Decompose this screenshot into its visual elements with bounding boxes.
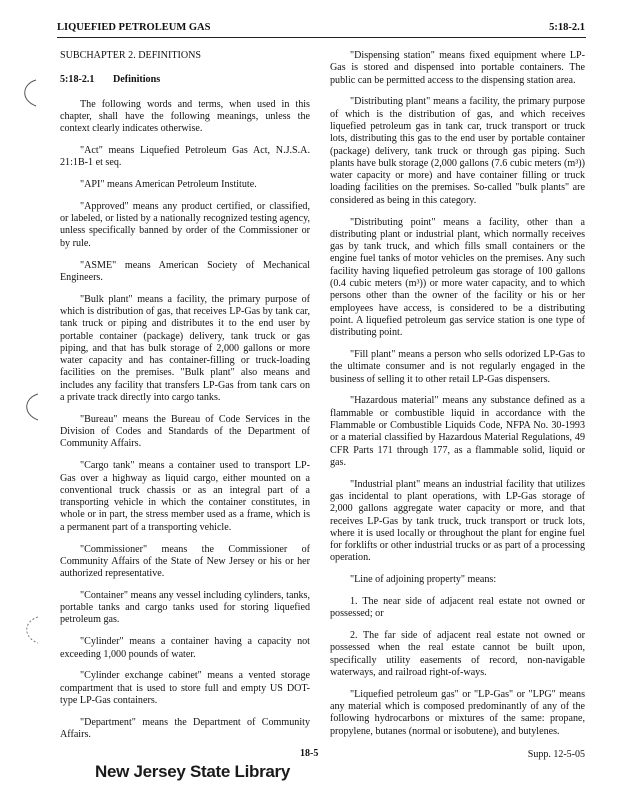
definition-paragraph: "Department" means the Department of Community Affairs. bbox=[60, 716, 310, 741]
header-title: LIQUEFIED PETROLEUM GAS bbox=[57, 22, 211, 33]
binding-hole-mark-middle bbox=[18, 392, 42, 422]
page-number: 18-5 bbox=[300, 748, 319, 759]
running-header bbox=[57, 22, 585, 38]
definition-paragraph: "Industrial plant" means an industrial facility that utilizes gas incidental to plant operations, with LP-Gas storage of 2,000 gallons aggregate water capacity or more, and that receives LP-Gas by tank truck, truck transport or truck lots, where it is used locally or throughout the plant for engine fuel for forklifts or other industrial trucks or as part of a processing operation. bbox=[330, 478, 585, 564]
definition-paragraph: The following words and terms, when used in this chapter, shall have the following meanings, unless the context clearly indicates otherwise. bbox=[60, 98, 310, 135]
binding-hole-mark-bottom bbox=[18, 615, 42, 645]
library-stamp: New Jersey State Library bbox=[95, 762, 291, 781]
definition-paragraph: "Dispensing station" means fixed equipment where LP-Gas is stored and dispensed into portable containers. The public can be permitted access to the dispensing station area. bbox=[330, 50, 585, 86]
left-column bbox=[60, 50, 310, 751]
definition-paragraph: "Act" means Liquefied Petroleum Gas Act, N.J.S.A. 21:1B-1 et seq. bbox=[60, 144, 310, 169]
definition-paragraph: "Distributing plant" means a facility, the primary purpose of which is the distribution of gas, and which receives liquefied petroleum gas in tank car, truck transport or truck lots, distributing this gas to the end user by portable container (package) delivery, tank truck or through gas piping. Such plants have bulk storage (2,000 gallons (7.6 cubic meters (m³)) water capacity or more) and have container filling or truck loading facilities on the premises. So-called "bulk plants" are considered as being in this category. bbox=[330, 96, 585, 206]
section-number: 5:18-2.1 bbox=[60, 74, 95, 86]
supplement-date: Supp. 12-5-05 bbox=[527, 749, 585, 760]
definition-paragraph: "Distributing point" means a facility, other than a distributing plant or industrial plant, which normally receives gas by tank truck, and which fills small containers or the engine fuel tanks of motor vehicles on the premises. Any such facility having liquefied petroleum gas storage of 100 gallons (0.4 cubic meters (m³)) or more water capacity, and to which persons other than the owner of the facility or his or her employees have access, is considered to be a distributing point. A liquefied petroleum gas service station is one type of distributing point. bbox=[330, 216, 585, 339]
definition-paragraph: "Line of adjoining property" means: bbox=[350, 574, 497, 586]
definition-paragraph: "Hazardous material" means any substance defined as a flammable or combustible liquid in accordance with the Flammable or Combustible Liquids Code, NFPA No. 30-1993 or a material classified by Hazardous Material Regulations, 49 CFR Parts 171 through 177, as a flammable solid, liquid or gas. bbox=[330, 395, 585, 468]
right-column bbox=[330, 50, 585, 748]
definition-paragraph: "Bulk plant" means a facility, the primary purpose of which is distribution of gas, that receives LP-Gas by tank car, tank truck or piping and distributes it to the end user by portable container (package) delivery, tank truck or gas piping, and that has bulk storage of 2,000 gallons or more water capacity and has container-filling or truck-loading facilities on the premises. "Bulk plant" also means and includes any facility that transfers LP-Gas from tank cars on a private track directly into cargo tanks. bbox=[60, 293, 310, 404]
section-title: Definitions bbox=[113, 74, 161, 86]
binding-hole-mark-top bbox=[16, 78, 40, 108]
definition-paragraph: "Cylinder" means a container having a capacity not exceeding 1,000 pounds of water. bbox=[60, 636, 310, 660]
definition-paragraph: "API" means American Petroleum Institute. bbox=[80, 179, 257, 191]
definition-paragraph: "Container" means any vessel including cylinders, tanks, portable tanks and cargo tanks used for storing liquefied petroleum gas. bbox=[60, 589, 310, 626]
definition-paragraph: "Cargo tank" means a container used to transport LP-Gas over a highway as liquid cargo, either mounted on a conventional truck chassis or as an integral part of a transporting vehicle in which the container constitutes, in whole or in part, the stress member used as a frame, which is a permanent part of a transporting vehicle. bbox=[60, 460, 310, 533]
header-section: 5:18-2.1 bbox=[549, 22, 585, 33]
header-rule bbox=[57, 37, 586, 38]
definition-paragraph: "Liquefied petroleum gas" or "LP-Gas" or "LPG" means any material which is composed predominantly of any of the following hydrocarbons or mixtures of the same: propane, propylene, butanes (normal or isobutene), and butylenes. bbox=[330, 688, 585, 737]
definition-paragraph: "ASME" means American Society of Mechanical Engineers. bbox=[60, 259, 310, 283]
definition-paragraph: "Fill plant" means a person who sells odorized LP-Gas to the ultimate consumer and is not regularly engaged in the business of selling it to other retail LP-Gas dispensers. bbox=[330, 349, 585, 385]
list-item: 1. The near side of adjacent real estate not owned or possessed; or bbox=[330, 596, 585, 620]
definition-paragraph: "Commissioner" means the Commissioner of Community Affairs of the State of New Jersey or his or her authorized representative. bbox=[60, 543, 310, 580]
list-item: 2. The far side of adjacent real estate not owned or possessed when the real estate cannot be built upon, specifically utility easements of record, non-navigable waterways, and railroad right-of-ways. bbox=[330, 630, 585, 679]
definition-paragraph: "Cylinder exchange cabinet" means a vented storage compartment that is used to store full and empty US DOT-type LP-Gas containers. bbox=[60, 670, 310, 706]
subchapter-heading: SUBCHAPTER 2. DEFINITIONS bbox=[60, 50, 202, 61]
section-heading bbox=[60, 74, 310, 86]
definition-paragraph: "Approved" means any product certified, or classified, or labeled, or listed by a nationally recognized testing agency, unless specifically banned by order of the Commissioner or by rule. bbox=[60, 200, 310, 249]
definition-paragraph: "Bureau" means the Bureau of Code Services in the Division of Codes and Standards of the Department of Community Affairs. bbox=[60, 413, 310, 450]
